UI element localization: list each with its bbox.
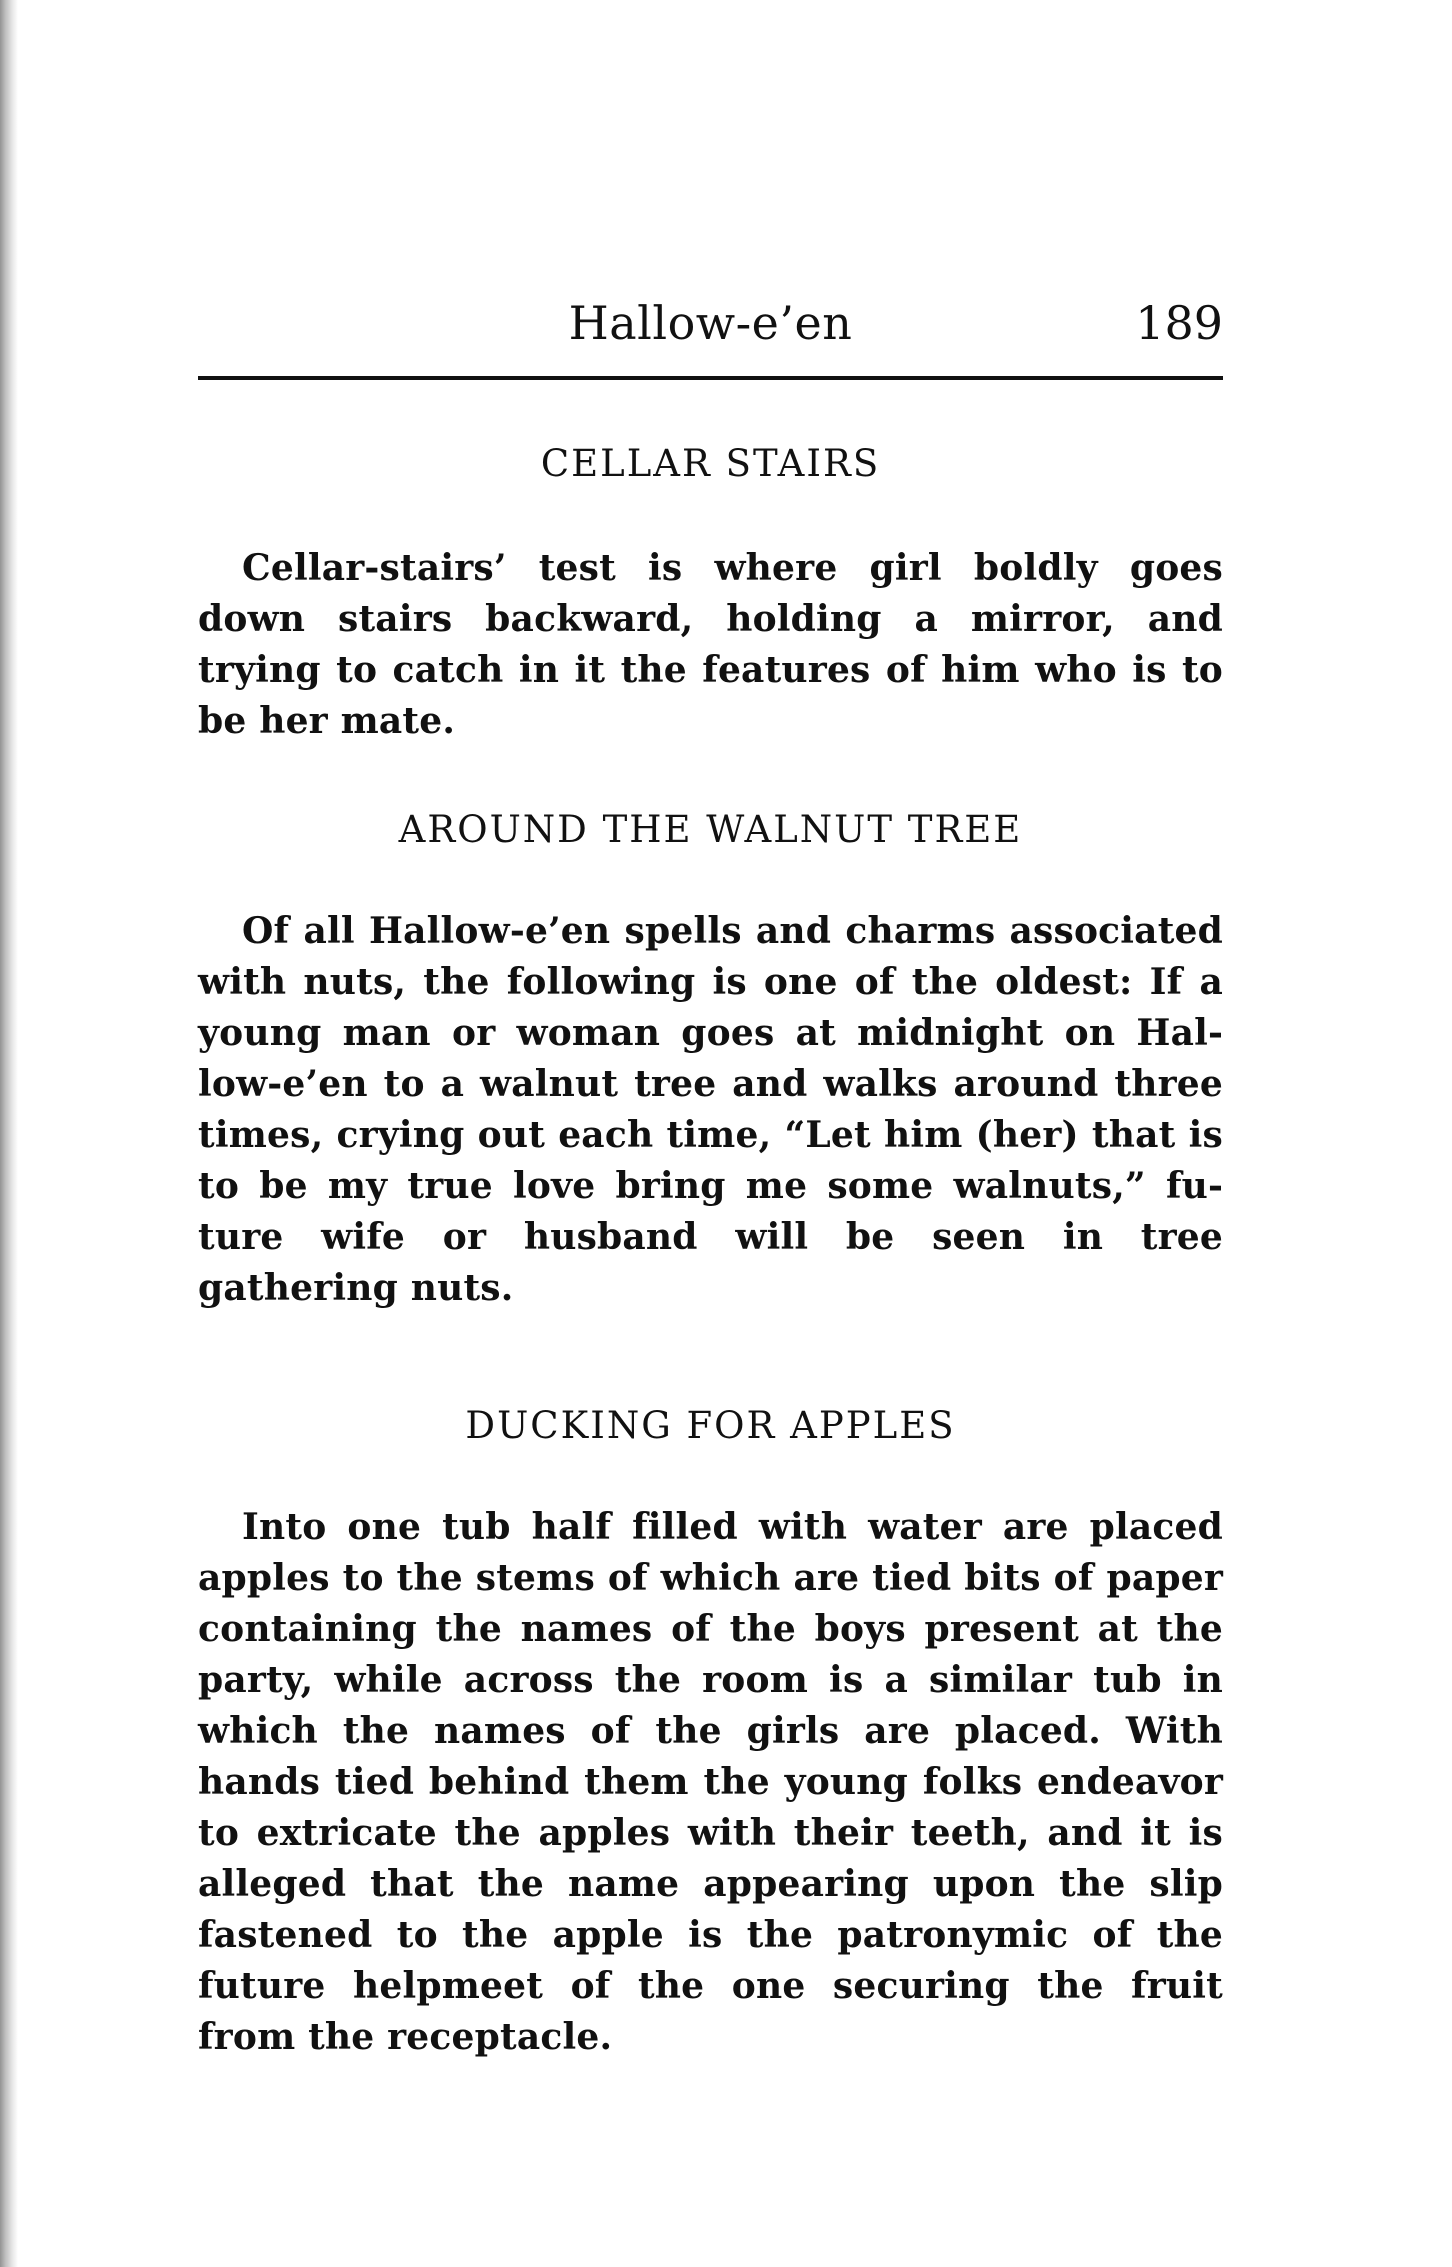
- section-cellar-stairs: [198, 442, 1223, 747]
- binding-shadow: [0, 0, 18, 2267]
- section-heading: CELLAR STAIRS: [540, 442, 881, 485]
- paragraph-text: Cellar-stairs’ test is where girl boldly goes down stairs backward, holding a mirror, and trying to catch in it the features of him who is to be her mate.: [198, 547, 1223, 742]
- page-number: 189: [1135, 296, 1223, 350]
- section-paragraph: [198, 543, 1223, 747]
- section-heading: DUCKING FOR APPLES: [465, 1404, 956, 1447]
- section-heading: AROUND THE WALNUT TREE: [398, 808, 1023, 851]
- section-paragraph: [198, 1502, 1223, 2063]
- paragraph-text: Of all Hallow-e’en spells and charms associated with nuts, the following is one of the oldest: If a young man or woman goes at midnight on Hallow-e’en to a walnut tree and walks around three times, crying out each time, “Let him (her) that is to be my true love bring me some walnuts,” future wife or husband will be seen in tree gathering nuts.: [198, 910, 1223, 1309]
- section-around-the-walnut-tree: [198, 808, 1223, 1314]
- running-head-title: Hallow-e’en: [568, 296, 853, 350]
- section-paragraph: [198, 906, 1223, 1314]
- header-rule: [198, 376, 1223, 380]
- running-head: [198, 296, 1223, 376]
- section-ducking-for-apples: [198, 1404, 1223, 2063]
- paragraph-text: Into one tub half filled with water are placed apples to the stems of which are tied bits of paper containing the names of the boys present at the party, while across the room is a similar tub in which the names of the girls are placed. With hands tied behind them the young folks endeavor to extricate the apples with their teeth, and it is alleged that the name appearing upon the slip fastened to the apple is the patronymic of the future helpmeet of the one securing the fruit from the receptacle.: [198, 1506, 1223, 2058]
